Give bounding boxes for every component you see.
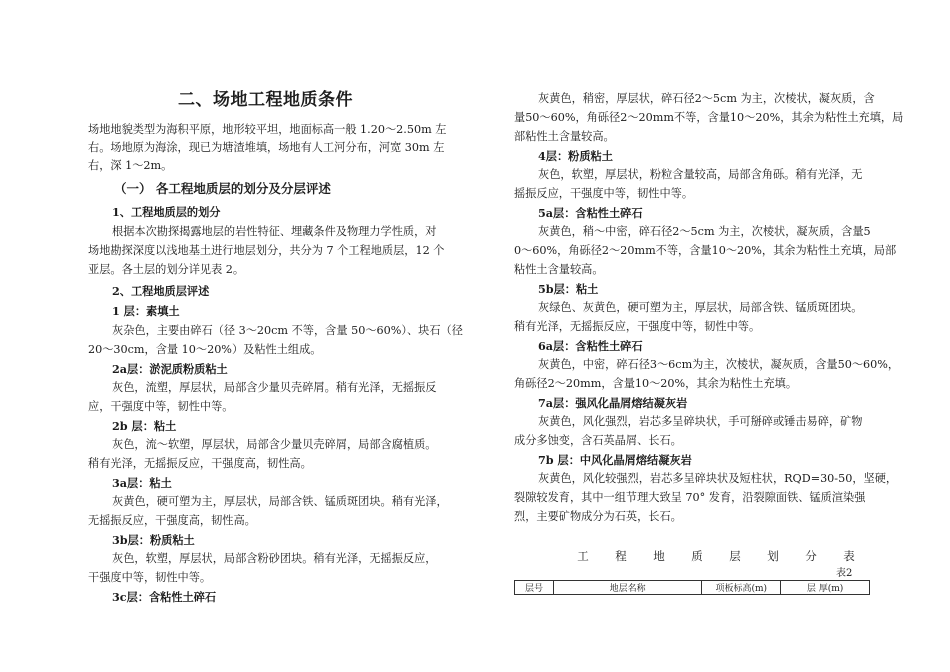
- layer3a-line-1: 灰黄色，硬可塑为主，厚层状，局部含铁、锰质斑团块。稍有光泽，: [112, 495, 448, 508]
- layer2b-line-1: 灰色，流～软塑，厚层状，局部含少量贝壳碎屑，局部含腐植质。: [112, 438, 437, 451]
- layer7a-line-1: 灰黄色，风化强烈，岩芯多呈碎块状，手可掰碎或锤击易碎，矿物: [538, 415, 863, 428]
- layer2a-title: 2a层：淤泥质粉质粘土: [112, 362, 228, 376]
- table-header-cell: 项板标高(m): [702, 581, 781, 595]
- layer3a-line-2: 无摇振反应，干强度高，韧性高。: [88, 514, 256, 527]
- layer7b-title: 7b 层：中风化晶屑熔结凝灰岩: [538, 453, 692, 467]
- table-label: 表2: [836, 568, 853, 579]
- layer7b-line-1: 灰黄色，风化较强烈，岩芯多呈碎块状及短柱状，RQD=30-50，坚硬，: [538, 472, 898, 485]
- table-title-char: 划: [767, 549, 779, 563]
- table-title-char: 质: [691, 549, 703, 563]
- table-header-row: [515, 581, 870, 595]
- layer2b-line-2: 稍有光泽，无摇振反应，干强度高，韧性高。: [88, 457, 312, 470]
- layer4-title: 4层：粉质粘土: [538, 149, 613, 163]
- intro-line-3: 右，深 1～2m。: [88, 159, 173, 172]
- layer5a-title: 5a层：含粘性土碎石: [538, 206, 643, 220]
- subheading-review: 2、工程地质层评述: [112, 284, 210, 298]
- layer6a-line-1: 灰黄色，中密，碎石径3～6cm为主，次棱状，凝灰质，含量50～60%，: [538, 358, 900, 371]
- division-line-3: 亚层。各土层的划分详见表 2。: [88, 263, 245, 276]
- intro-line-2: 右。场地原为海涂，现已为塘渣堆填，场地有人工河分布，河宽 30m 左: [88, 141, 445, 154]
- layer3c-line-3: 部粘性土含量较高。: [514, 130, 615, 143]
- layer7b-line-2: 裂隙较发育，其中一组节理大致呈 70° 发育，沿裂隙面铁、锰质渲染强: [514, 491, 866, 504]
- table-title-char: 层: [729, 549, 741, 563]
- table-header-cell: 层号: [515, 581, 554, 595]
- subheading-division: 1、工程地质层的划分: [112, 205, 221, 219]
- division-line-1: 根据本次勘探揭露地层的岩性特征、埋藏条件及物理力学性质，对: [112, 225, 437, 238]
- table-title: [564, 548, 868, 564]
- layer2a-line-1: 灰色，流塑，厚层状，局部含少量贝壳碎屑。稍有光泽，无摇振反: [112, 381, 437, 394]
- division-line-2: 场地勘探深度以浅地基土进行地层划分，共分为 7 个工程地质层，12 个: [88, 244, 445, 257]
- layer4-line-2: 摇振反应，干强度中等，韧性中等。: [514, 187, 694, 200]
- layer7a-line-2: 成分多蚀变，含石英晶屑、长石。: [514, 434, 682, 447]
- layer2a-line-2: 应，干强度中等，韧性中等。: [88, 400, 234, 413]
- layer7a-title: 7a层：强风化晶屑熔结凝灰岩: [538, 396, 688, 410]
- table-title-char: 表: [843, 549, 855, 563]
- table-title-char: 工: [577, 549, 589, 563]
- layer3a-title: 3a层：粘土: [112, 476, 172, 490]
- layer7b-line-3: 烈，主要矿物成分为石英，长石。: [514, 510, 682, 523]
- layer5a-line-2: 0～60%，角砾径2～20mm不等，含量10～20%，其余为粘性土充填，局部: [514, 244, 897, 257]
- table-header-cell: 层 厚(m): [781, 581, 870, 595]
- layer5a-line-1: 灰黄色，稍～中密，碎石径2～5cm 为主，次棱状，凝灰质，含量5: [538, 225, 871, 238]
- page-title: 二、场地工程地质条件: [178, 90, 353, 110]
- layer1-line-1: 灰杂色，主要由碎石（径 3～20cm 不等，含量 50～60%）、块石（径: [112, 324, 463, 337]
- layer3c-title: 3c层：含粘性土碎石: [112, 590, 217, 604]
- intro-line-1: 场地地貌类型为海积平原，地形较平坦，地面标高一般 1.20～2.50m 左: [88, 123, 447, 136]
- layer1-line-2: 20～30cm，含量 10～20%）及粘性土组成。: [88, 343, 322, 356]
- layer3b-line-2: 干强度中等，韧性中等。: [88, 571, 212, 584]
- layer4-line-1: 灰色，软塑，厚层状，粉粒含量较高，局部含角砾。稍有光泽，无: [538, 168, 863, 181]
- section-heading: （一） 各工程地质层的划分及分层评述: [114, 181, 331, 196]
- layer5b-title: 5b层：粘土: [538, 282, 599, 296]
- layer5b-line-1: 灰绿色、灰黄色，硬可塑为主，厚层状，局部含铁、锰质斑团块。: [538, 301, 863, 314]
- layer3c-line-2: 量50～60%，角砾径2～20mm不等，含量10～20%，其余为粘性土充填，局: [514, 111, 904, 124]
- layer-division-table: [514, 580, 870, 595]
- layer6a-title: 6a层：含粘性土碎石: [538, 339, 643, 353]
- table-title-char: 地: [653, 549, 665, 563]
- layer3b-line-1: 灰色，软塑，厚层状，局部含粉砂团块。稍有光泽，无摇振反应，: [112, 552, 437, 565]
- layer5b-line-2: 稍有光泽，无摇振反应，干强度中等，韧性中等。: [514, 320, 761, 333]
- layer2b-title: 2b 层：粘土: [112, 419, 177, 433]
- table-header-cell: 地层名称: [553, 581, 701, 595]
- layer1-title: 1 层：素填土: [112, 304, 180, 318]
- table-title-char: 分: [805, 549, 817, 563]
- layer3c-line-1: 灰黄色，稍密，厚层状，碎石径2～5cm 为主，次棱状，凝灰质，含: [538, 92, 875, 105]
- layer6a-line-2: 角砾径2～20mm，含量10～20%，其余为粘性土充填。: [514, 377, 798, 390]
- layer3b-title: 3b层：粉质粘土: [112, 533, 195, 547]
- table-title-char: 程: [615, 549, 627, 563]
- layer5a-line-3: 粘性土含量较高。: [514, 263, 604, 276]
